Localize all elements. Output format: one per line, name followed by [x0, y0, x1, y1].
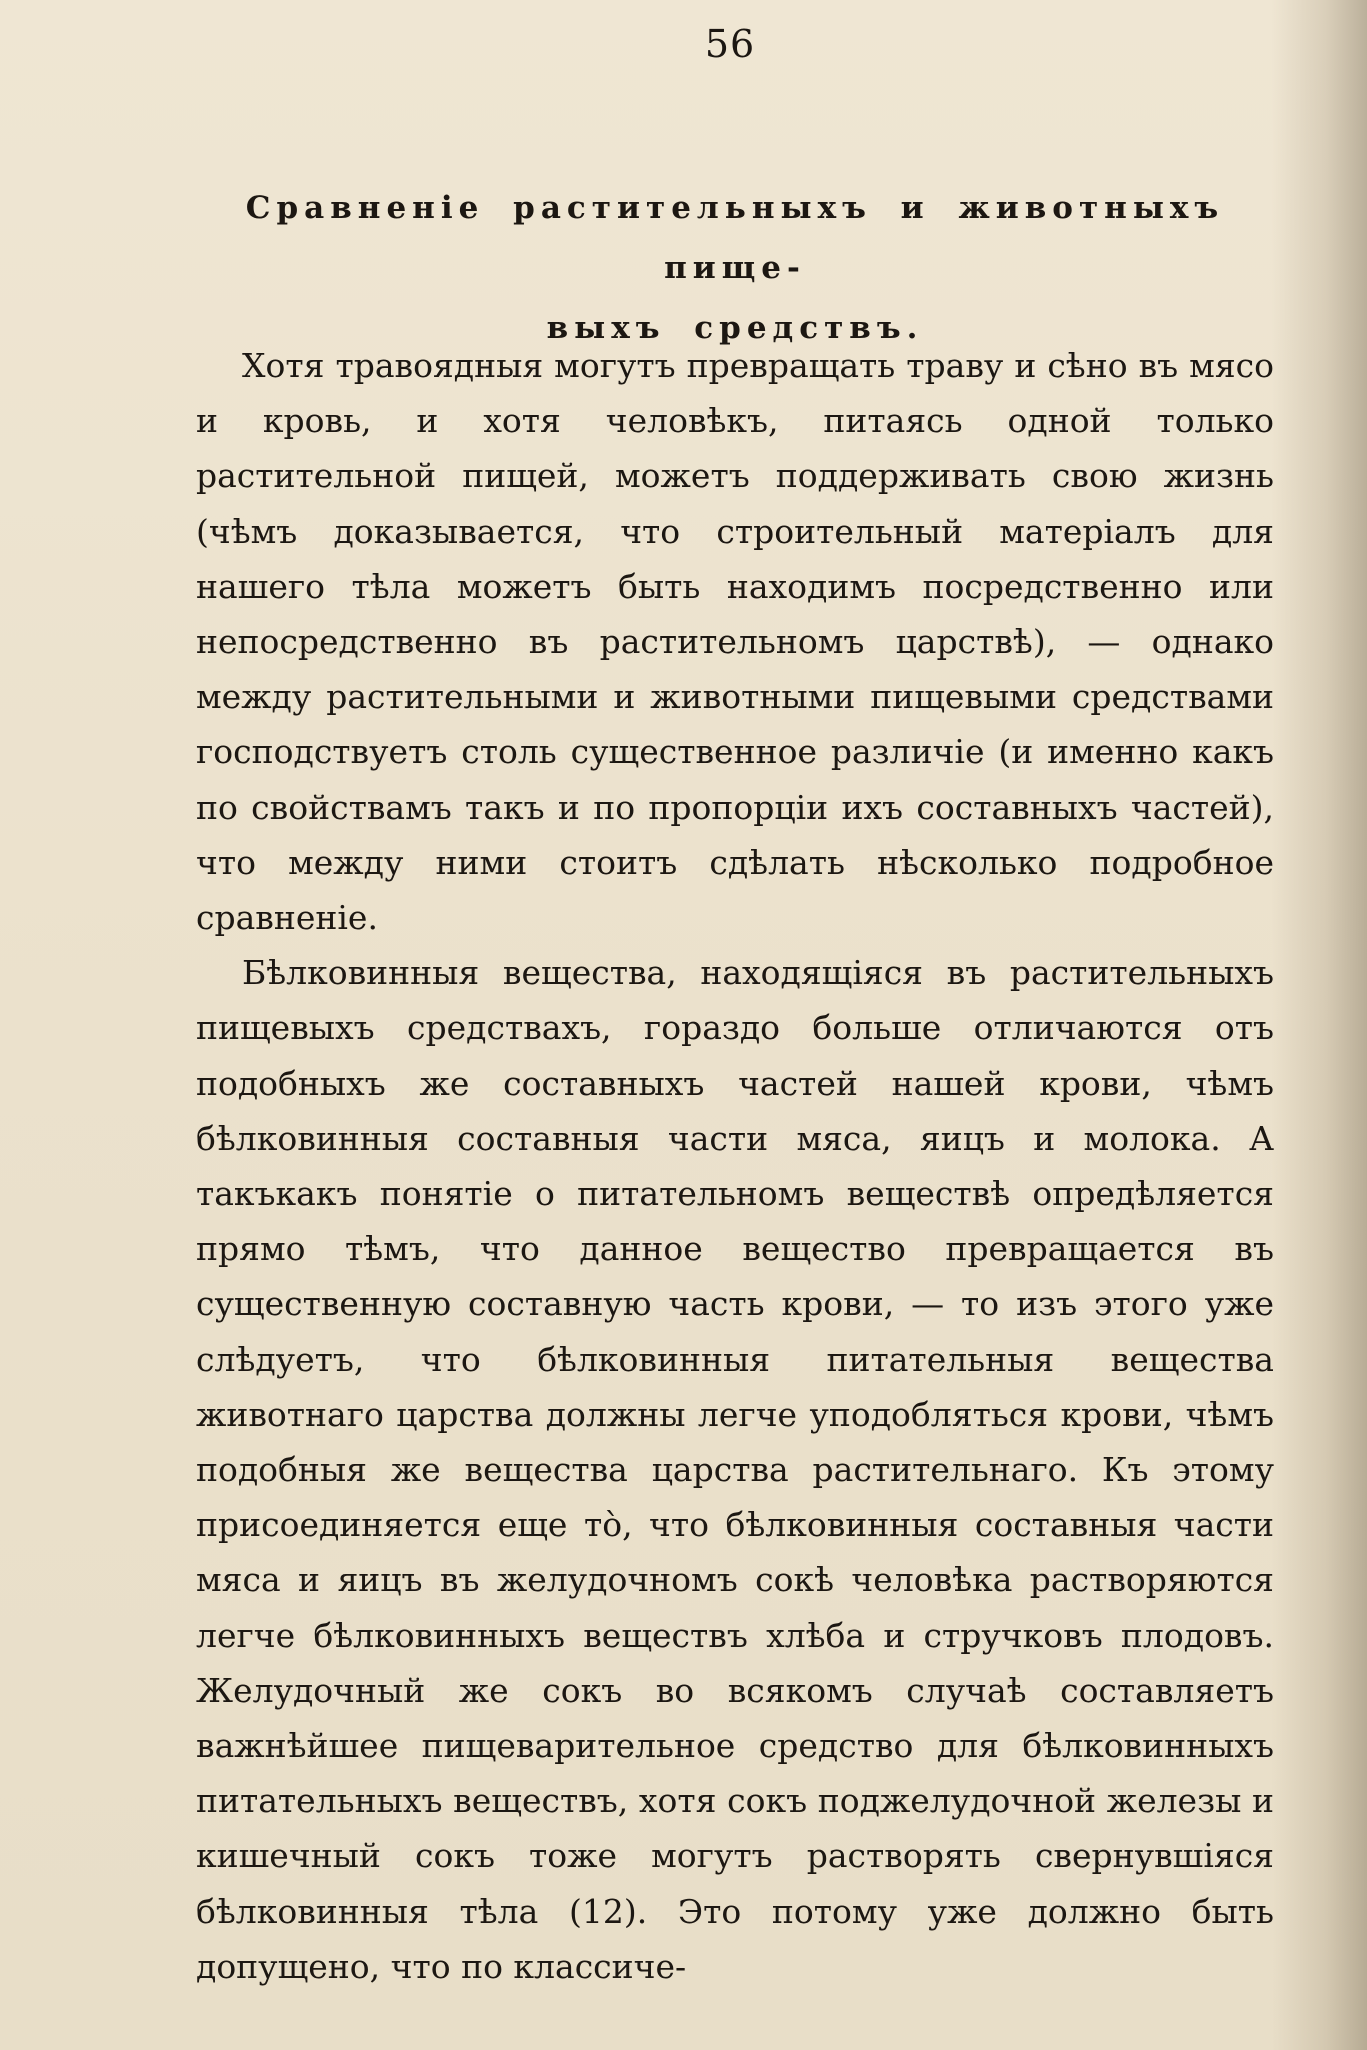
page-number: 56: [704, 22, 756, 66]
paragraph-1: Хотя травоядныя могутъ превращать траву и сѣно въ мясо и кровь, и хотя человѣкъ, питаясь одной только растительной пищей, можетъ поддерживать свою жизнь (чѣмъ доказывается, что строительный матеріалъ для нашего тѣла можетъ быть находимъ посредственно или непосредственно въ растительномъ царствѣ), — однако между растительными и животными пищевыми средствами господствуетъ столь существенное различіе (и именно какъ по свойствамъ такъ и по пропорціи ихъ составныхъ частей), что между ними стоитъ сдѣлать нѣсколько подробное сравненіе.: [196, 346, 1274, 938]
paragraph-2: Бѣлковинныя вещества, находящіяся въ растительныхъ пищевыхъ средствахъ, гораздо больше отличаются отъ подобныхъ же составныхъ частей нашей крови, чѣмъ бѣлковинныя составныя части мяса, яицъ и молока. А такъкакъ понятіе о питательномъ веществѣ опредѣляется прямо тѣмъ, что данное вещество превращается въ существенную составную часть крови, — то изъ этого уже слѣдуетъ, что бѣлковинныя питательныя вещества животнаго царства должны легче уподобляться крови, чѣмъ подобныя же вещества царства растительнаго. Къ этому присоединяется еще то̀, что бѣлковинныя составныя части мяса и яицъ въ желудочномъ сокѣ человѣка растворяются легче бѣлковинныхъ веществъ хлѣба и стручковъ плодовъ. Желудочный же сокъ во всякомъ случаѣ составляетъ важнѣйшее пищеварительное средство для бѣлковинныхъ питательныхъ веществъ, хотя сокъ поджелудочной железы и кишечный сокъ тоже могутъ растворять свернувшіяся бѣлковинныя тѣла (12). Это потому уже должно быть допущено, что по классиче-: [196, 953, 1274, 1986]
section-title-line-2: выхъ средствъ.: [546, 310, 924, 346]
section-title: [196, 178, 1274, 358]
body-text: [196, 338, 1274, 1994]
section-title-line-1: Сравненіе растительныхъ и животныхъ пище-: [245, 190, 1225, 286]
